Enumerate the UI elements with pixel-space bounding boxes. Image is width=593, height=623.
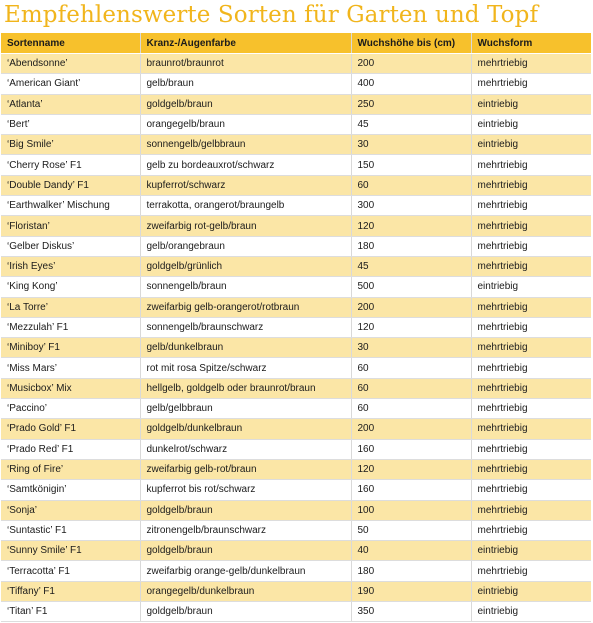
table-body	[1, 54, 591, 622]
cell-wuchshoehe: 160	[351, 480, 471, 500]
cell-sortenname: ‘Atlanta’	[1, 94, 140, 114]
table-row	[1, 236, 591, 256]
cell-kranz-augenfarbe: sonnengelb/gelbbraun	[140, 135, 351, 155]
cell-sortenname: ‘Sunny Smile’ F1	[1, 541, 140, 561]
cell-wuchshoehe: 120	[351, 216, 471, 236]
cell-sortenname: ‘American Giant’	[1, 74, 140, 94]
cell-kranz-augenfarbe: sonnengelb/braun	[140, 277, 351, 297]
cell-sortenname: ‘King Kong’	[1, 277, 140, 297]
cell-kranz-augenfarbe: zweifarbig orange-gelb/dunkelbraun	[140, 561, 351, 581]
table-row	[1, 155, 591, 175]
table-row	[1, 581, 591, 601]
cell-wuchshoehe: 45	[351, 114, 471, 134]
header-sortenname: Sortenname	[1, 33, 140, 54]
cell-sortenname: ‘Prado Red’ F1	[1, 439, 140, 459]
cell-wuchsform: mehrtriebig	[471, 338, 591, 358]
cell-wuchsform: mehrtriebig	[471, 399, 591, 419]
cell-sortenname: ‘Suntastic’ F1	[1, 520, 140, 540]
cell-kranz-augenfarbe: gelb/dunkelbraun	[140, 338, 351, 358]
cell-wuchsform: mehrtriebig	[471, 196, 591, 216]
cell-wuchshoehe: 60	[351, 358, 471, 378]
cell-kranz-augenfarbe: hellgelb, goldgelb oder braunrot/braun	[140, 378, 351, 398]
cell-wuchsform: mehrtriebig	[471, 419, 591, 439]
cell-sortenname: ‘Paccino’	[1, 399, 140, 419]
cell-sortenname: ‘Samtkönigin’	[1, 480, 140, 500]
cell-wuchshoehe: 45	[351, 256, 471, 276]
cell-sortenname: ‘Ring of Fire’	[1, 459, 140, 479]
cell-sortenname: ‘Irish Eyes’	[1, 256, 140, 276]
cell-kranz-augenfarbe: gelb/gelbbraun	[140, 399, 351, 419]
cell-sortenname: ‘Bert’	[1, 114, 140, 134]
cell-sortenname: ‘Titan’ F1	[1, 602, 140, 622]
cell-kranz-augenfarbe: goldgelb/braun	[140, 602, 351, 622]
cell-wuchsform: eintriebig	[471, 94, 591, 114]
cell-kranz-augenfarbe: zweifarbig gelb-rot/braun	[140, 459, 351, 479]
cell-sortenname: ‘Tiffany’ F1	[1, 581, 140, 601]
cell-wuchsform: mehrtriebig	[471, 256, 591, 276]
cell-kranz-augenfarbe: gelb/braun	[140, 74, 351, 94]
cell-wuchshoehe: 200	[351, 54, 471, 74]
cell-kranz-augenfarbe: goldgelb/braun	[140, 94, 351, 114]
cell-wuchshoehe: 50	[351, 520, 471, 540]
cell-wuchsform: mehrtriebig	[471, 561, 591, 581]
cell-sortenname: ‘Sonja’	[1, 500, 140, 520]
cell-sortenname: ‘Earthwalker’ Mischung	[1, 196, 140, 216]
cell-wuchsform: mehrtriebig	[471, 155, 591, 175]
cell-kranz-augenfarbe: goldgelb/grünlich	[140, 256, 351, 276]
cell-wuchsform: eintriebig	[471, 277, 591, 297]
cell-sortenname: ‘Cherry Rose’ F1	[1, 155, 140, 175]
cell-wuchsform: mehrtriebig	[471, 459, 591, 479]
table-header	[1, 33, 591, 54]
cell-wuchsform: mehrtriebig	[471, 54, 591, 74]
cell-sortenname: ‘Abendsonne’	[1, 54, 140, 74]
cell-wuchshoehe: 190	[351, 581, 471, 601]
cell-kranz-augenfarbe: kupferrot/schwarz	[140, 175, 351, 195]
table-row	[1, 74, 591, 94]
cell-wuchsform: mehrtriebig	[471, 378, 591, 398]
cell-kranz-augenfarbe: zweifarbig gelb-orangerot/rotbraun	[140, 297, 351, 317]
cell-wuchshoehe: 500	[351, 277, 471, 297]
cell-wuchsform: mehrtriebig	[471, 358, 591, 378]
header-wuchsform: Wuchsform	[471, 33, 591, 54]
cell-sortenname: ‘Musicbox’ Mix	[1, 378, 140, 398]
cell-kranz-augenfarbe: dunkelrot/schwarz	[140, 439, 351, 459]
table-row	[1, 114, 591, 134]
table-row	[1, 459, 591, 479]
cell-kranz-augenfarbe: sonnengelb/braunschwarz	[140, 317, 351, 337]
cell-wuchshoehe: 30	[351, 338, 471, 358]
table-row	[1, 399, 591, 419]
table-row	[1, 500, 591, 520]
cell-wuchshoehe: 100	[351, 500, 471, 520]
cell-kranz-augenfarbe: goldgelb/braun	[140, 500, 351, 520]
cell-wuchshoehe: 60	[351, 175, 471, 195]
cell-wuchshoehe: 30	[351, 135, 471, 155]
table-row	[1, 196, 591, 216]
cell-wuchshoehe: 150	[351, 155, 471, 175]
cell-kranz-augenfarbe: orangegelb/braun	[140, 114, 351, 134]
cell-wuchshoehe: 180	[351, 236, 471, 256]
page-title: Empfehlenswerte Sorten für Garten und Topf	[4, 2, 539, 28]
header-kranz-augenfarbe: Kranz-/Augenfarbe	[140, 33, 351, 54]
cell-wuchsform: mehrtriebig	[471, 74, 591, 94]
cell-sortenname: ‘Mezzulah’ F1	[1, 317, 140, 337]
cell-wuchsform: eintriebig	[471, 602, 591, 622]
header-row	[1, 33, 591, 54]
cell-kranz-augenfarbe: gelb zu bordeauxrot/schwarz	[140, 155, 351, 175]
table-row	[1, 297, 591, 317]
cell-kranz-augenfarbe: terrakotta, orangerot/braungelb	[140, 196, 351, 216]
cell-wuchsform: mehrtriebig	[471, 500, 591, 520]
cell-wuchsform: mehrtriebig	[471, 216, 591, 236]
table-row	[1, 480, 591, 500]
cell-wuchshoehe: 180	[351, 561, 471, 581]
cell-kranz-augenfarbe: orangegelb/dunkelbraun	[140, 581, 351, 601]
cell-sortenname: ‘Terracotta’ F1	[1, 561, 140, 581]
cell-kranz-augenfarbe: gelb/orangebraun	[140, 236, 351, 256]
table-row	[1, 419, 591, 439]
table-row	[1, 216, 591, 236]
cell-wuchsform: mehrtriebig	[471, 439, 591, 459]
cell-sortenname: ‘Miniboy’ F1	[1, 338, 140, 358]
cell-kranz-augenfarbe: zitronengelb/braunschwarz	[140, 520, 351, 540]
cell-wuchsform: mehrtriebig	[471, 175, 591, 195]
cell-sortenname: ‘Double Dandy’ F1	[1, 175, 140, 195]
cell-kranz-augenfarbe: kupferrot bis rot/schwarz	[140, 480, 351, 500]
table-row	[1, 317, 591, 337]
cell-sortenname: ‘Miss Mars’	[1, 358, 140, 378]
table-row	[1, 256, 591, 276]
table-row	[1, 135, 591, 155]
cell-wuchsform: eintriebig	[471, 135, 591, 155]
cell-wuchshoehe: 200	[351, 297, 471, 317]
cell-kranz-augenfarbe: zweifarbig rot-gelb/braun	[140, 216, 351, 236]
cell-wuchshoehe: 200	[351, 419, 471, 439]
cell-wuchshoehe: 350	[351, 602, 471, 622]
table-row	[1, 378, 591, 398]
cell-kranz-augenfarbe: goldgelb/dunkelbraun	[140, 419, 351, 439]
cell-wuchsform: mehrtriebig	[471, 520, 591, 540]
cell-wuchsform: mehrtriebig	[471, 480, 591, 500]
varieties-table	[1, 33, 591, 622]
cell-wuchsform: eintriebig	[471, 541, 591, 561]
cell-wuchshoehe: 60	[351, 378, 471, 398]
cell-kranz-augenfarbe: braunrot/braunrot	[140, 54, 351, 74]
table-row	[1, 358, 591, 378]
table-row	[1, 54, 591, 74]
cell-wuchshoehe: 120	[351, 317, 471, 337]
cell-sortenname: ‘Floristan’	[1, 216, 140, 236]
cell-wuchshoehe: 160	[351, 439, 471, 459]
header-wuchshoehe: Wuchshöhe bis (cm)	[351, 33, 471, 54]
cell-wuchsform: mehrtriebig	[471, 297, 591, 317]
cell-wuchshoehe: 120	[351, 459, 471, 479]
cell-sortenname: ‘Gelber Diskus’	[1, 236, 140, 256]
cell-wuchshoehe: 400	[351, 74, 471, 94]
table-row	[1, 277, 591, 297]
cell-sortenname: ‘Big Smile’	[1, 135, 140, 155]
cell-sortenname: ‘La Torre’	[1, 297, 140, 317]
table-row	[1, 439, 591, 459]
cell-wuchsform: eintriebig	[471, 114, 591, 134]
cell-wuchshoehe: 300	[351, 196, 471, 216]
table-row	[1, 561, 591, 581]
table-row	[1, 541, 591, 561]
table-row	[1, 94, 591, 114]
cell-kranz-augenfarbe: goldgelb/braun	[140, 541, 351, 561]
cell-wuchshoehe: 40	[351, 541, 471, 561]
cell-sortenname: ‘Prado Gold’ F1	[1, 419, 140, 439]
table-row	[1, 520, 591, 540]
cell-wuchshoehe: 60	[351, 399, 471, 419]
cell-wuchsform: eintriebig	[471, 581, 591, 601]
cell-wuchsform: mehrtriebig	[471, 317, 591, 337]
table-row	[1, 175, 591, 195]
cell-wuchsform: mehrtriebig	[471, 236, 591, 256]
table-row	[1, 338, 591, 358]
cell-kranz-augenfarbe: rot mit rosa Spitze/schwarz	[140, 358, 351, 378]
table-row	[1, 602, 591, 622]
cell-wuchshoehe: 250	[351, 94, 471, 114]
